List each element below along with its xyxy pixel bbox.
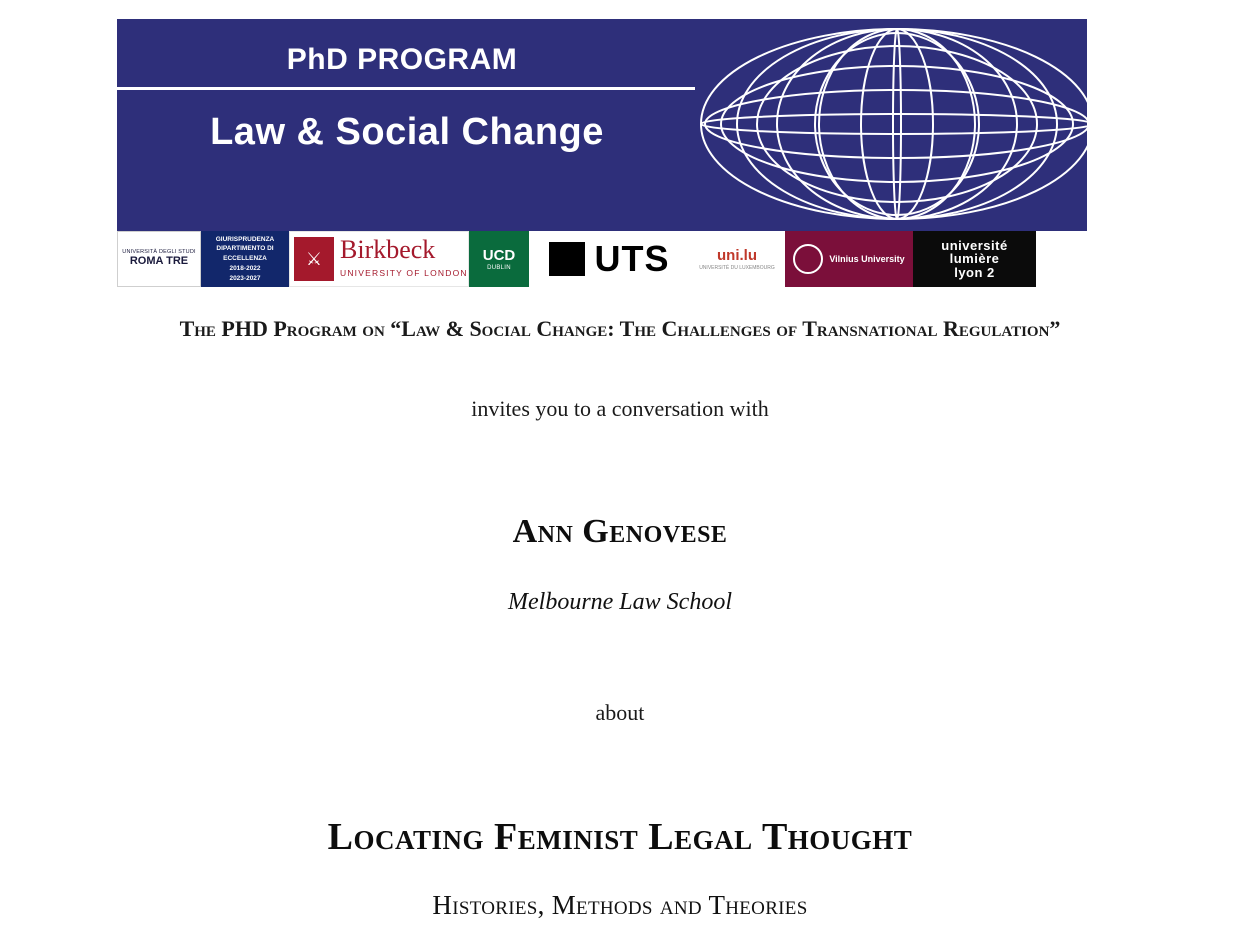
globe-wireframe-icon bbox=[697, 21, 1087, 226]
logo-roma-tre-sub: UNIVERSITÀ DEGLI STUDI bbox=[122, 249, 196, 256]
talk-subtitle: Histories, Methods and Theories bbox=[432, 890, 808, 920]
logo-birkbeck-name: Birkbeck bbox=[340, 235, 436, 264]
program-headline: The PHD Program on “Law & Social Change: The Challenges of Transnational Regulation” bbox=[179, 316, 1061, 341]
logo-vilnius-university bbox=[785, 231, 913, 287]
banner-main bbox=[117, 19, 1087, 231]
speaker-affiliation: Melbourne Law School bbox=[508, 589, 732, 615]
logo-ucd bbox=[469, 231, 529, 287]
logo-lyon-2-line1: université bbox=[941, 237, 1008, 253]
logo-lyon-2-line2: lumière bbox=[949, 251, 1000, 267]
banner-divider bbox=[117, 87, 695, 90]
logo-birkbeck-sub: UNIVERSITY OF LONDON bbox=[340, 268, 468, 278]
logo-uni-lu-name: uni.lu bbox=[717, 246, 757, 264]
logo-uni-lu-sub: UNIVERSITÉ DU LUXEMBOURG bbox=[699, 264, 775, 271]
about-line: about bbox=[595, 700, 645, 725]
logo-giurisprudenza-line1: GIURISPRUDENZA bbox=[215, 235, 275, 243]
program-banner bbox=[117, 19, 1087, 287]
logo-birkbeck bbox=[289, 231, 469, 287]
logo-giurisprudenza bbox=[201, 231, 289, 287]
logo-ucd-name: UCD bbox=[482, 246, 516, 264]
logo-vilnius-name: Vilnius University bbox=[829, 254, 905, 264]
banner-title-top: PhD PROGRAM bbox=[286, 43, 518, 76]
logo-giurisprudenza-line2: DIPARTIMENTO DI ECCELLENZA bbox=[216, 245, 274, 263]
vilnius-seal-icon bbox=[793, 244, 823, 274]
logo-uni-lu bbox=[689, 231, 785, 287]
banner-title-bottom: Law & Social Change bbox=[210, 111, 604, 153]
partner-logos-strip bbox=[117, 231, 1087, 287]
logo-uts bbox=[529, 231, 689, 287]
logo-uts-name: UTS bbox=[594, 238, 670, 279]
logo-roma-tre bbox=[117, 231, 201, 287]
talk-title: Locating Feminist Legal Thought bbox=[327, 816, 913, 858]
logo-giurisprudenza-line4: 2023-2027 bbox=[229, 274, 261, 282]
logo-roma-tre-name: ROMA TRE bbox=[129, 255, 189, 268]
logo-lyon-2-line3: lyon 2 bbox=[954, 264, 995, 280]
uts-mark-icon bbox=[549, 242, 585, 276]
logo-ucd-sub: DUBLIN bbox=[487, 264, 511, 271]
logo-birkbeck-text bbox=[340, 237, 468, 281]
logo-lyon-2 bbox=[913, 231, 1036, 287]
birkbeck-shield-icon: ⚔ bbox=[294, 237, 334, 281]
logo-giurisprudenza-line3: 2018-2022 bbox=[229, 264, 261, 272]
invitation-line: invites you to a conversation with bbox=[471, 396, 769, 421]
speaker-name: Ann Genovese bbox=[512, 513, 728, 550]
